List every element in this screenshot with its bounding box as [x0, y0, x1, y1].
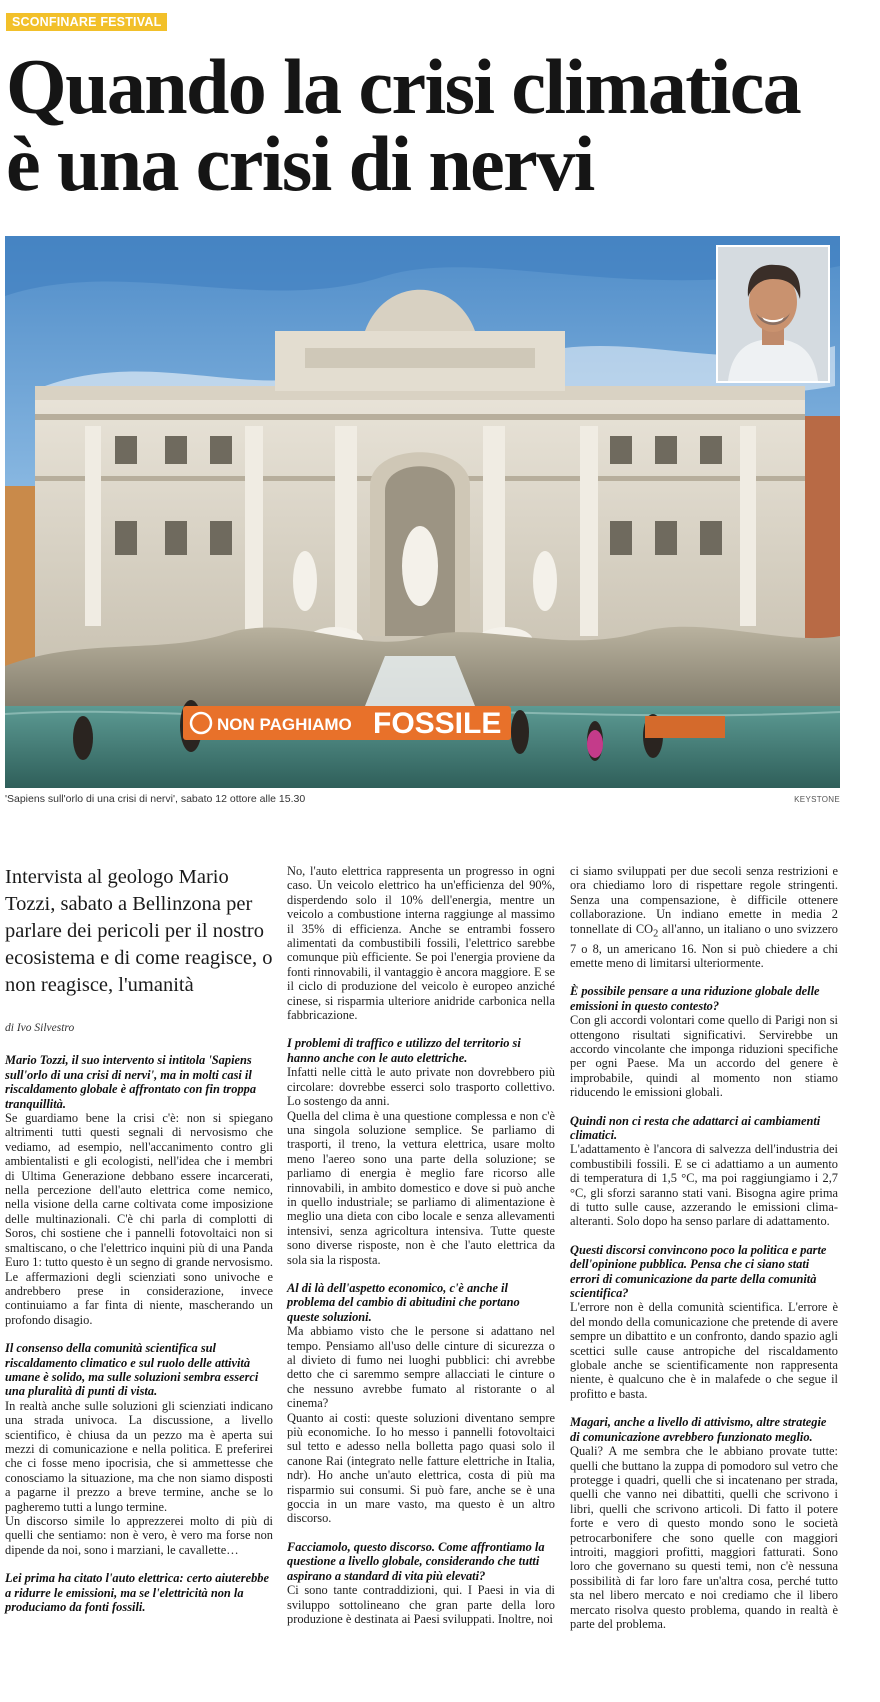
answer-6-continued-pre: ci siamo sviluppati per due secoli senza restrizioni e ora chiediamo loro di rispettare regole stringenti. Senza una compensazione, è difficile ottenere collaborazione. Un indiano emette in media 2 tonnellate di CO: [570, 864, 838, 936]
photo-caption: 'Sapiens sull'orlo di una crisi di nervi', sabato 12 ottore alle 15.30: [5, 793, 306, 805]
answer-5a: Ma abbiamo visto che le persone si adattano nel tempo. Pensiamo all'uso delle cinture di sicurezza o al divieto di fumo nei luoghi pubblici: chi avrebbe detto che ci saremmo sempre allacciati le cinture o che nessuno avrebbe fumato al ristorante o al cinema?: [287, 1324, 555, 1411]
answer-6-continued-post: all'anno, un italiano o uno svizzero 7 o 8, un americano 16. Non si può chiedere a chi emette meno di limitarsi ulteriormente.: [570, 921, 839, 970]
trevi-fountain-photo: [5, 236, 840, 788]
answer-4b: Quella del clima è una questione complessa e non c'è una singola soluzione semplice. Se parliamo di trasporti, il treno, la vettura elettrica, usare molto meno l'aereo sono una parte della soluzione; se parliamo di energia è meglio fare ricorso alle rinnovabili, in ambito domestico e dove si può anche in quello industriale; se parliamo di alimentazione è meglio una dieta con cibo locale e senza allevamenti intensivi, senza agricoltura intensiva. Tutte queste sono diverse risposte, non è che l'auto elettrica da sola sia la risposta.: [287, 1108, 555, 1267]
headline-line-1: Quando la crisi climatica: [6, 43, 801, 130]
answer-4a: Infatti nelle città le auto private non dovrebbero più circolare: dovrebbe esserci solo trasporto collettivo. Lo sostengo da anni.: [287, 1065, 555, 1109]
photo-credit: KEYSTONE: [794, 795, 840, 804]
trevi-fountain-illustration: [5, 236, 840, 788]
question-4: I problemi di traffico e utilizzo del territorio si hanno anche con le auto elettriche.: [287, 1036, 521, 1065]
question-8: Quindi non ci resta che adattarci ai cambiamenti climatici.: [570, 1113, 821, 1142]
answer-6-continued: [570, 864, 838, 970]
article-column-3: [570, 864, 838, 1631]
answer-8: L'adattamento è l'ancora di salvezza dell'industria dei combustibili fossili. E se ci adattiamo a un aumento di temperatura di 1,5 °C, ma poi raggiungiamo i 2,7 °C, gli sforzi saranno stati vani. Bisogna agire prima di tutto sulle cause, azzerando le emissioni clima-alteranti. Solo dopo ha senso parlare di adattamento.: [570, 1142, 838, 1229]
answer-9: L'errore non è della comunità scientifica. L'errore è del mondo della comunicazione che pretende di avere sempre un dibattito e un confronto, dando spazio agli scettici sulle cause antropiche del riscaldamento globale anche se scientificamente non rappresenta niente, è qualcuno che è in malafede o che segue il profitto e basta.: [570, 1300, 838, 1401]
co2-subscript: 2: [653, 928, 659, 940]
question-6: Facciamolo, questo discorso. Come affrontiamo la questione a livello globale, considerando che tutti aspirano a standard di vita più elevati?: [287, 1539, 545, 1583]
answer-6: Ci sono tante contraddizioni, qui. I Paesi in via di sviluppo sottolineano che gran parte della loro produzione è destinata ai Paesi sviluppati. Inoltre, noi: [287, 1583, 555, 1626]
portrait-illustration: [718, 247, 828, 381]
headline: [6, 43, 876, 207]
banner-prefix: NON PAGHIAMO: [217, 715, 352, 734]
question-3: Lei prima ha citato l'auto elettrica: certo aiuterebbe a ridurre le emissioni, ma se l'elettricità non la produciamo da fonti fossili.: [5, 1571, 269, 1615]
answer-10: Quali? A me sembra che le abbiano provate tutte: quelli che buttano la zuppa di pomodoro sul vetro che protegge i quadri, quelli che si incatenano per strada, quelli che vanno nei dibattiti, quelli che scrivono i libri, quelli che scrivono articoli. Di fatto il potere forte e vero di questo mondo sono le società petrocarbonifere che sono quelle con maggiori introiti, maggiori profitti, maggiori fatturati. Sono loro che governano su questi temi, non c'è nessuna possibilità di far loro fare un'altra cosa, perché tutto sta nel libero mercato e noi crediamo che il libero mercato risolva questo problema, quando in realtà è parte del problema.: [570, 1444, 838, 1631]
question-5: Al di là dell'aspetto economico, c'è anche il problema del cambio di abitudini che portano queste soluzioni.: [287, 1280, 520, 1324]
answer-1: Se guardiamo bene la crisi c'è: non si spiegano altrimenti tutti questi segnali di nervosismo che vediamo, ad esempio, nell'accanimento contro gli ambientalisti e gli ecologisti, nell'idea che i membri di Ultima Generazione debbano essere incarcerati, nella percezione dell'auto elettrica come nemico, nella visione della carne coltivata come imposizione delle multinazionali. C'è chi parla di complotti di Soros, chi sostiene che i pannelli fotovoltaici non si smaltiscano, o che l'elettrico inquini più di una Panda Euro 1: tutto questo è un segno di grande nervosismo. Le affermazioni degli scienziati sono univoche e andrebbero prese in considerazione, invece continuiamo a far finta di niente, mascherando un profondo disagio.: [5, 1111, 273, 1327]
article-deck: Intervista al geologo Mario Tozzi, sabato a Bellinzona per parlare dei pericoli per il nostro ecosistema e di come reagisce, o non reagisce, l'umanità: [5, 866, 273, 996]
byline: di Ivo Silvestro: [5, 1022, 75, 1034]
question-2: Il consenso della comunità scientifica sul riscaldamento climatico e sul ruolo delle attività umane è solido, ma sulle soluzioni sembra esserci una pluralità di punti di vista.: [5, 1341, 259, 1399]
answer-3: No, l'auto elettrica rappresenta un progresso in ogni caso. Un veicolo elettrico ha un'efficienza del 90%, disperdendo solo il 10% dell'energia, mentre un veicolo a combustione interna raggiunge al massimo il 35% di efficienza. Anche se entrambi fossero alimentati da combustibili fossili, l'elettrico sarebbe comunque più efficiente. Se poi l'energia proviene da fonti rinnovabili, il vantaggio è ancora maggiore. E se il ciclo di produzione del veicolo è europeo anziché cinese, si risparmia ulteriore anidride carbonica nella fabbricazione.: [287, 864, 555, 1023]
question-10: Magari, anche a livello di attivismo, altre strategie di comunicazione avrebbero funzionato meglio.: [570, 1415, 827, 1444]
article-column-1: [5, 860, 273, 1614]
answer-2a: In realtà anche sulle soluzioni gli scienziati indicano una strada univoca. La discussione, a livello scientifico, è chiusa da un pezzo ma è aperta sui mezzi di comunicazione e nella politica. E preferirei che ci fosse meno ipocrisia, che si ammettesse che conosciamo la situazione, ma che non siamo disposti a pagarne il prezzo a breve termine, anche se lo pagheremo tutti a lungo termine.: [5, 1398, 273, 1514]
question-1: Mario Tozzi, il suo intervento si intitola 'Sapiens sull'orlo di una crisi di nervi', ma in molti casi il riscaldamento globale è affrontato con fin troppa tranquillità.: [5, 1053, 257, 1111]
question-7: È possibile pensare a una riduzione globale delle emissioni in questo contesto?: [570, 984, 820, 1013]
article-column-2: [287, 864, 555, 1626]
banner-main: FOSSILE: [373, 707, 502, 740]
section-kicker: SCONFINARE FESTIVAL: [6, 13, 167, 31]
question-9: Questi discorsi convincono poco la politica e parte dell'opinione pubblica. Pensa che ci siano stati errori di comunicazione da parte della comunità scientifica?: [570, 1242, 827, 1301]
answer-5b: Quanto ai costi: queste soluzioni diventano sempre più economiche. Io ho messo i pannelli fotovoltaici sul tetto e adesso nella bolletta pago quasi solo il canone Rai (integrato nelle fatture elettriche in Italia, ndr). Ho anche un'auto elettrica, costa di più ma risparmio sui consumi. Si può fare, anche se è una goccia in un mare vasto, ma questo è un altro discorso.: [287, 1410, 555, 1526]
headline-line-2: è una crisi di nervi: [6, 120, 594, 207]
answer-7: Con gli accordi volontari come quello di Parigi non si ottengono risultati significativi. Servirebbe un accordo vincolante che imponga riduzioni specifiche per ogni Paese. Ma un accordo del genere è improbabile, quindi al momento non stiamo riducendo le emissioni globali.: [570, 1013, 838, 1100]
answer-2b: Un discorso simile lo apprezzerei molto di più di quelli che sentiamo: non è vero, è vero ma forse non dipende da noi, sono i marziani, le cavallette…: [5, 1514, 273, 1557]
portrait-inset: [716, 245, 830, 383]
